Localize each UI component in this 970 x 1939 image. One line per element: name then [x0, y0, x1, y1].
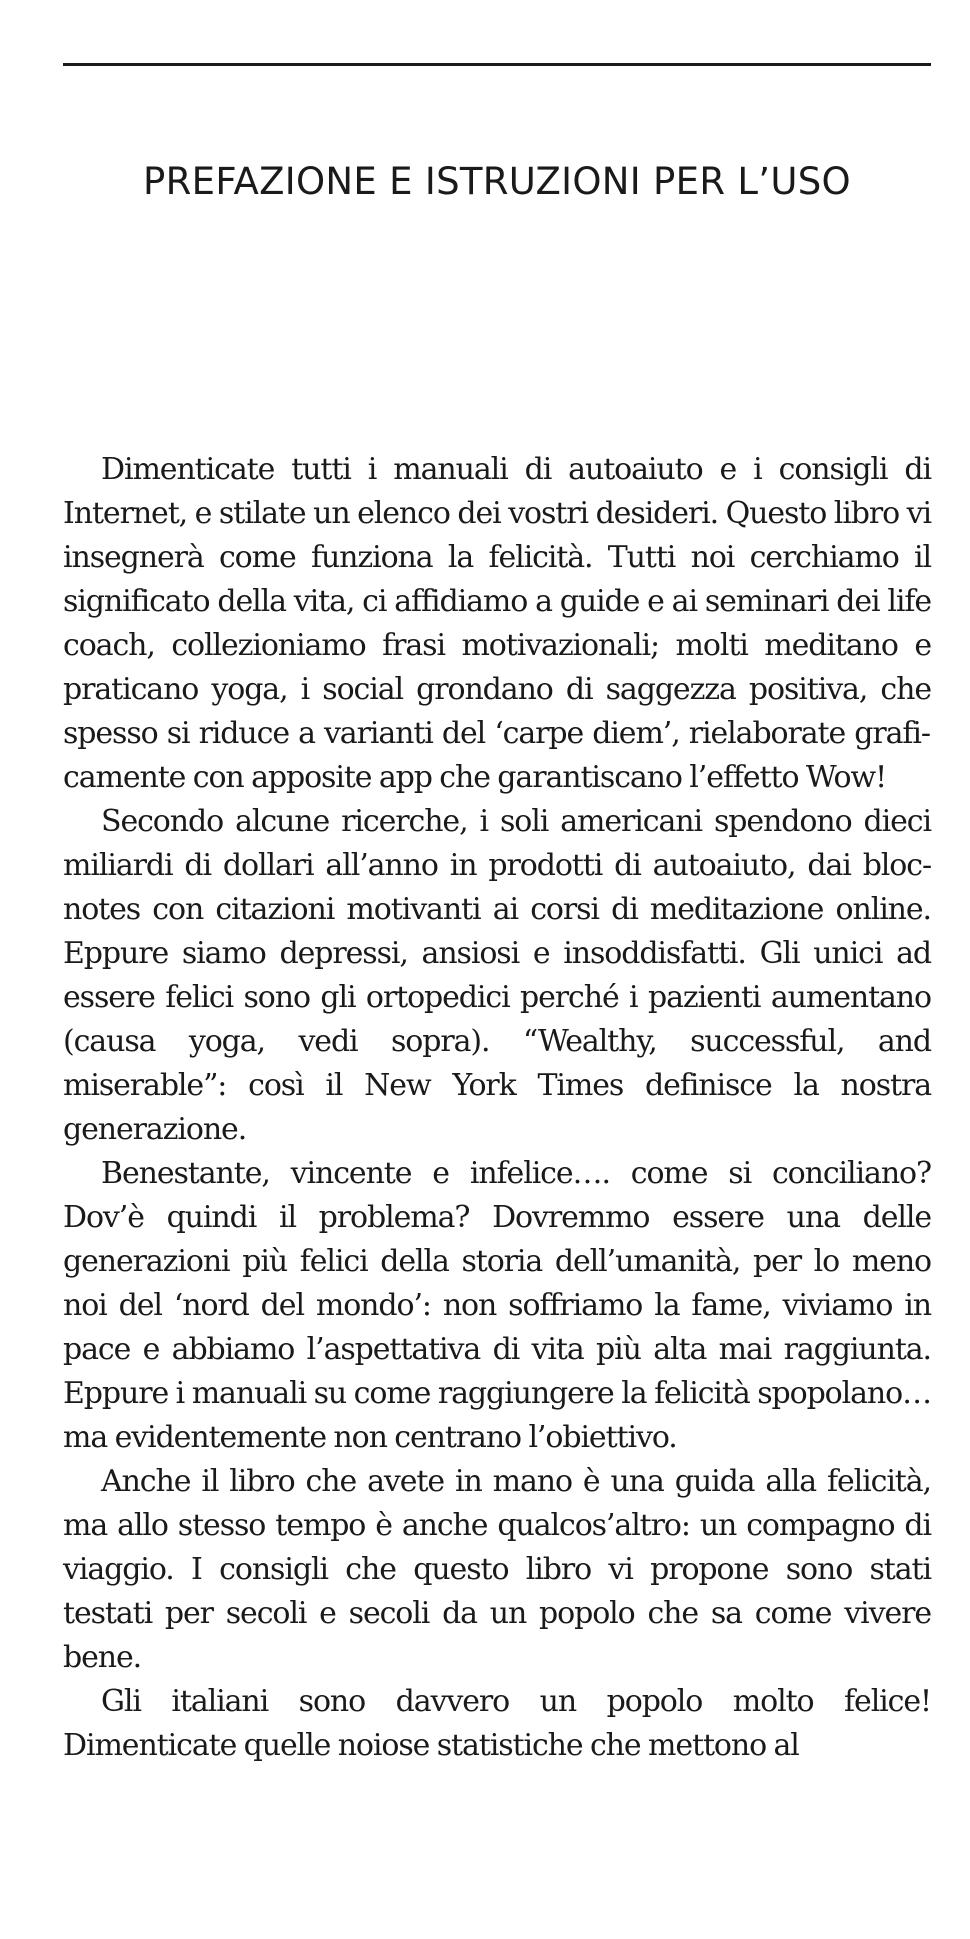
body-text [63, 448, 931, 1768]
paragraph: Benestante, vincente e infelice…. come si conciliano? Dov’è quindi il problema? Dovremmo essere una delle generazioni più felici della storia dell’umanità, per lo meno noi del ‘nord del mondo’: non soffriamo la fame, viviamo in pace e abbiamo l’aspettativa di vita più alta mai raggiunta. Eppure i manuali su come raggiungere la felicità spopolano… ma evidentemente non centrano l’obiettivo. [63, 1156, 931, 1455]
paragraph: Gli italiani sono davvero un popolo molto felice! Dimenticate quelle noiose statistiche che mettono al [63, 1684, 931, 1763]
paragraph: Dimenticate tutti i manuali di autoaiuto e i consigli di Internet, e stilate un elenco dei vostri desideri. Questo libro vi insegnerà come funziona la felicità. Tutti noi cerchiamo il significato della vita, ci affidiamo a guide e ai seminari dei life coach, collezioniamo frasi motivazionali; molti meditano e praticano yoga, i social grondano di saggezza positiva, che spesso si riduce a varianti del ‘carpe diem’, rielaborate graficamente con apposite app che garantiscano l’effetto Wow! [63, 452, 931, 795]
chapter-title: PREFAZIONE E ISTRUZIONI PER L’USO [143, 160, 851, 203]
paragraph: Anche il libro che avete in mano è una guida alla felicità, ma allo stesso tempo è anche qualcos’altro: un compagno di viaggio. I consigli che questo libro vi propone sono stati testati per secoli e secoli da un popolo che sa come vivere bene. [63, 1464, 931, 1675]
book-page [63, 0, 931, 1939]
paragraph: Secondo alcune ricerche, i soli americani spendono dieci miliardi di dollari all’anno in prodotti di autoaiuto, dai bloc-notes con citazioni motivanti ai corsi di meditazione online. Eppure siamo depressi, ansiosi e insoddisfatti. Gli unici ad essere felici sono gli ortopedici perché i pazienti aumentano (causa yoga, vedi sopra). “Wealthy, successful, and miserable”: così il New York Times definisce la nostra generazione. [63, 804, 931, 1147]
top-rule [63, 63, 931, 66]
